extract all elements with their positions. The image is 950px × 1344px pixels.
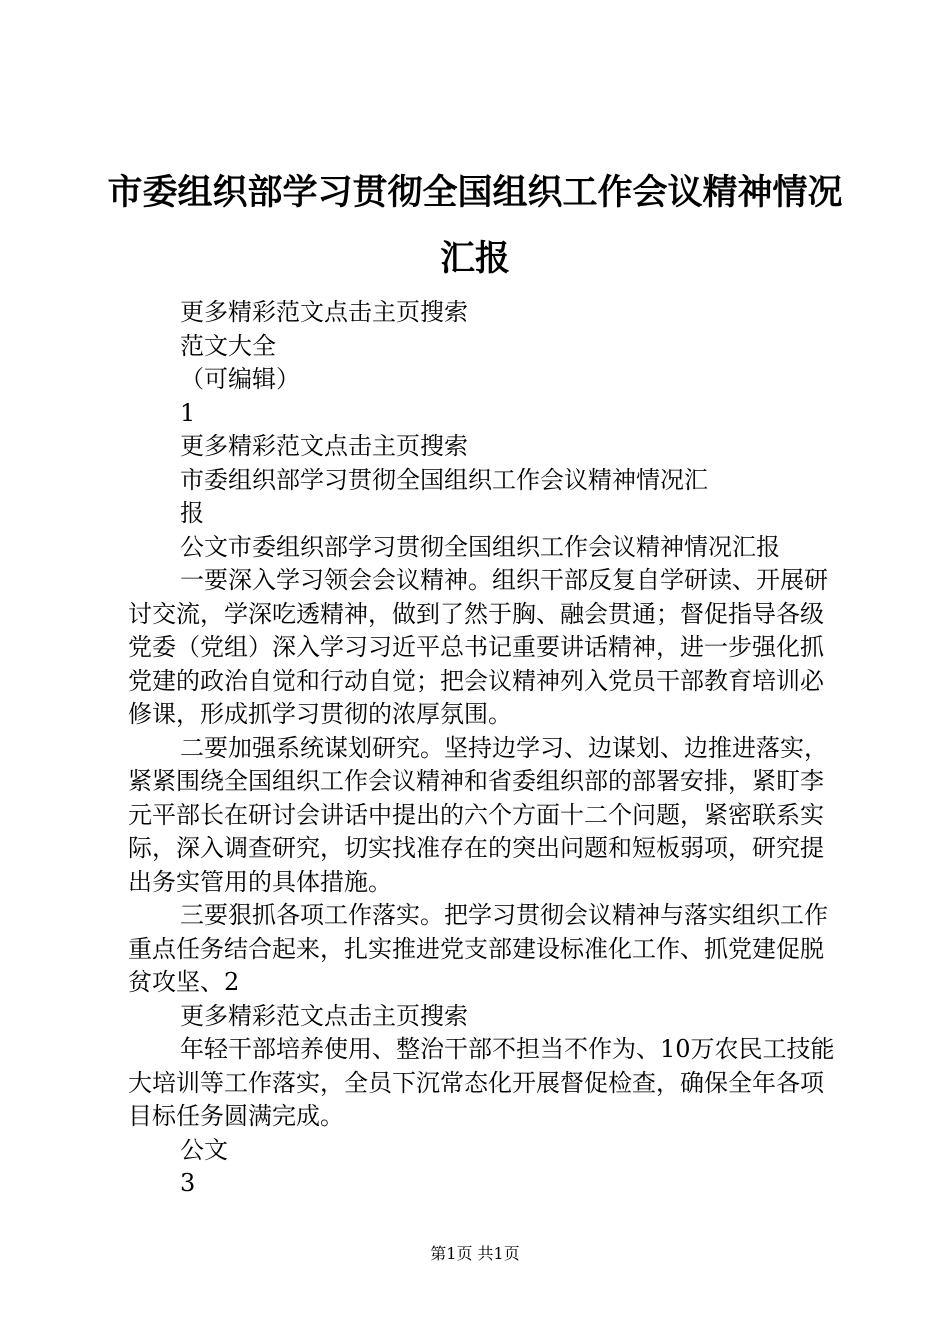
- subtitle-line: 市委组织部学习贯彻全国组织工作会议精神情况汇: [180, 465, 708, 494]
- page-marker-tail: 3: [180, 1169, 196, 1197]
- page-marker: 1: [180, 398, 196, 427]
- paragraph-4: 年轻干部培养使用、整治干部不担当不作为、10万农民工技能大培训等工作落实，全员下沉常态化开展督促检查，确保全年各项目标任务圆满完成。: [128, 1035, 835, 1130]
- promo-line: 更多精彩范文点击主页搜索: [180, 1001, 468, 1030]
- page-footer: 第1页 共1页: [430, 1244, 520, 1263]
- paragraph-1: 一要深入学习领会会议精神。组织干部反复自学研读、开展研讨交流，学深吃透精神，做到了然于胸、融会贯通；督促指导各级党委（党组）深入学习习近平总书记重要讲话精神，进一步强化抓党建的政治自觉和行动自觉；把会议精神列入党员干部教育培训必修课，形成抓学习贯彻的浓厚氛围。: [128, 566, 828, 728]
- doc-type-line: 公文市委组织部学习贯彻全国组织工作会议精神情况汇报: [180, 532, 780, 561]
- editable-note: （可编辑）: [180, 365, 300, 393]
- category-line: 范文大全: [180, 331, 276, 360]
- subtitle-line-end: 报: [180, 499, 204, 527]
- document-body: [128, 296, 838, 1201]
- doc-type-tail: 公文: [180, 1135, 228, 1164]
- promo-line: 更多精彩范文点击主页搜索: [180, 298, 468, 326]
- promo-line: 更多精彩范文点击主页搜索: [180, 432, 468, 460]
- document-title: 市委组织部学习贯彻全国组织工作会议精神情况汇报: [107, 172, 843, 279]
- paragraph-3: 三要狠抓各项工作落实。把学习贯彻会议精神与落实组织工作重点任务结合起来，扎实推进党支部建设标准化工作、抓党建促脱贫攻坚、2: [128, 901, 828, 996]
- paragraph-2: 二要加强系统谋划研究。坚持边学习、边谋划、边推进落实，紧紧围绕全国组织工作会议精神和省委组织部的部署安排，紧盯李元平部长在研讨会讲话中提出的六个方面十二个问题，紧密联系实际，深入调查研究，切实找准存在的突出问题和短板弱项，研究提出务实管用的具体措施。: [128, 733, 828, 896]
